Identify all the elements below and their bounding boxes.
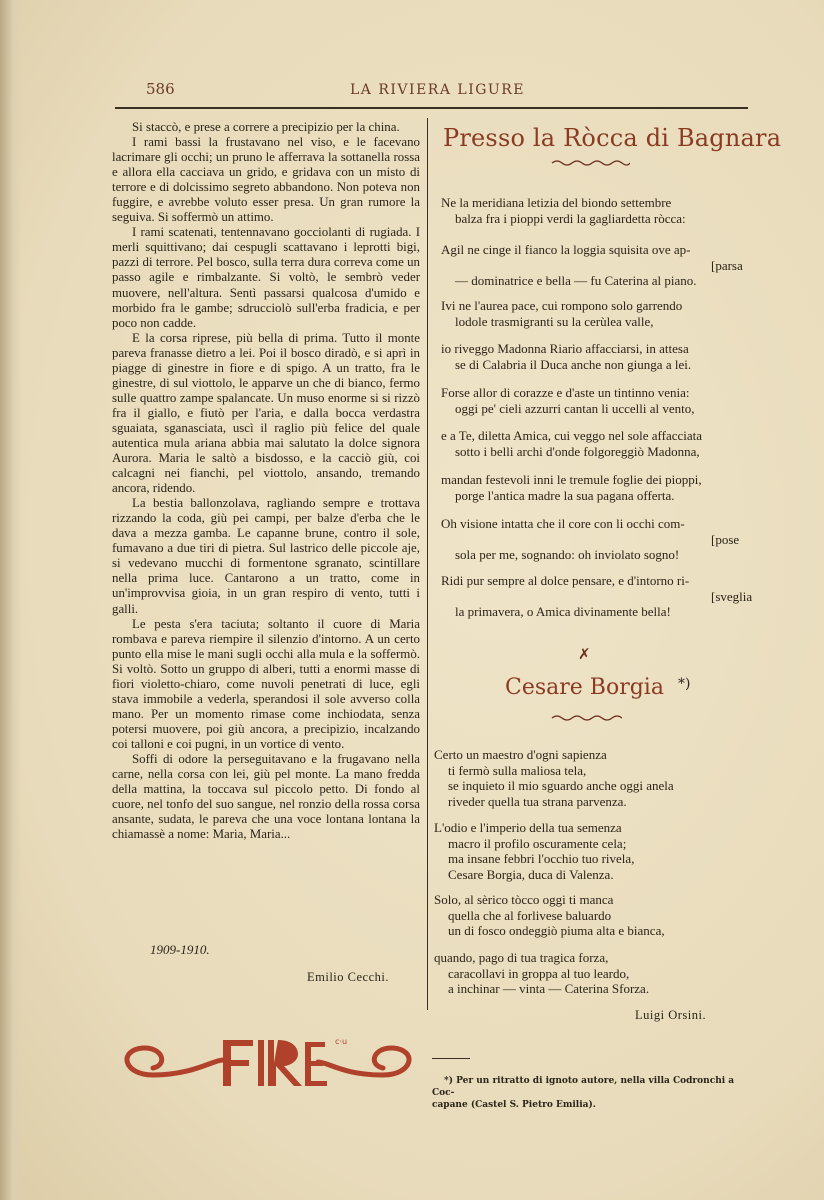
poem-line: L'odio e l'imperio della tua semenza: [434, 820, 622, 835]
poem-line: a inchinar — vinta — Caterina Sforza.: [448, 981, 650, 996]
poem-line: Certo un maestro d'ogni sapienza: [434, 747, 607, 762]
title-swash-ornament: [550, 713, 625, 723]
poem-line: [parsa: [711, 257, 743, 273]
poem-line: quando, pago di tua tragica forza,: [434, 950, 609, 965]
footnote: [432, 1075, 747, 1111]
footnote-line: capane (Castel S. Pietro Emilia).: [432, 1100, 596, 1110]
poem-line: macro il profilo oscuramente cela;: [448, 835, 627, 851]
poem-line: oggi pe' cieli azzurri cantan li uccelli al vento,: [455, 400, 695, 416]
poem-line: [sveglia: [711, 588, 753, 604]
poem-line: Ne la meridiana letizia del biondo settembre: [441, 195, 672, 210]
poem-line: e a Te, diletta Amica, cui veggo nel sole affacciata: [441, 428, 703, 443]
story-column: [112, 120, 420, 842]
poem-stanza: [441, 341, 691, 372]
poem-title: Cesare Borgia: [505, 675, 664, 700]
title-swash-ornament: [550, 158, 630, 168]
poem-line: se inquieto il mio sguardo anche oggi anela: [448, 778, 674, 793]
poem-line: Ivi ne l'aurea pace, cui rompono solo garrendo: [441, 298, 683, 313]
poem-stanza: [441, 516, 739, 563]
poem-line: [pose: [711, 531, 740, 547]
poem-line: ti fermò sulla maliosa tela,: [448, 762, 587, 778]
poem-line: Forse allor di corazze e d'aste un tintinno venia:: [441, 385, 690, 400]
poem-stanza: [441, 385, 694, 416]
poem-stanza: [434, 820, 634, 882]
story-date: 1909-1910.: [150, 942, 210, 957]
poem-line: balza fra i pioppi verdi la gagliardetta ròcca:: [455, 210, 686, 226]
poem-line: quella che al forlivese baluardo: [448, 907, 612, 923]
poem-line: caracollavi in groppa al tuo leardo,: [448, 965, 630, 981]
poem-line: se di Calabria il Duca anche non giunga a lei.: [455, 356, 692, 372]
poem-stanza: [441, 242, 743, 289]
poem-line: lodole trasmigranti su la cerùlea valle,: [455, 313, 654, 329]
poem-stanza: [441, 428, 702, 459]
poem-stanza: [441, 298, 682, 329]
poem-line: Oh visione intatta che il core con li occhi com-: [441, 516, 685, 531]
running-header: [0, 80, 824, 104]
poem-line: ma insane febbri l'occhio tuo rivela,: [448, 851, 635, 866]
poem-line: sola per me, sognando: oh inviolato sogno!: [455, 547, 680, 562]
poem-stanza: [441, 472, 702, 503]
footnote-marker: *): [678, 676, 691, 692]
header-rule: [115, 107, 748, 109]
poem-line: un di fosco ondeggiò piuma alta e bianca,: [448, 923, 665, 938]
poem-line: Ridi pur sempre al dolce pensare, e d'intorno ri-: [441, 573, 690, 588]
poem-stanza: [441, 195, 686, 226]
story-paragraph: I rami scatenati, tentennavano gocciolanti di rugiada. I merli squittivano; dai cespugli scattavano i leprotti bigi, pazzi di terrore. Pel bosco, sulla terra dura correva come un passo agile e rimbalzante. Si voltò, le sembrò veder muovere, nell'altura. Sentì passarsi qualcosa d'umido e morbido fra le gambe; sdrucciolò sull'erba fradicia, e per poco non cadde.: [112, 225, 420, 330]
poem-line: — dominatrice e bella — fu Caterina al piano.: [455, 273, 697, 288]
section-separator-mark: ✗: [578, 645, 591, 663]
footnote-line: *) Per un ritratto di ignoto autore, nella villa Codronchi a Coc-: [432, 1076, 735, 1098]
story-paragraph: Le pesta s'era taciuta; soltanto il cuore di Maria rombava e pareva riempire il silenzio d'intorno. A un certo punto ella mise le mani sugli occhi alla mula e la soffermò. Si voltò. Sotto un gruppo di alberi, tutti a enormi masse di fiori violetto-chiaro, come nuvoli penetrati di luce, egli stava immobile a vederla, sperandosi il sole avverso colla mano. Per un momento rimase come inchiodata, senza potersi muovere, poi giù ancora, a precipizio, incalzando coi talloni e coi pugni, in un vortice di vento.: [112, 616, 420, 751]
journal-title: LA RIVIERA LIGURE: [350, 82, 525, 98]
poem-line: riveder quella tua strana parvenza.: [448, 793, 627, 809]
story-paragraph: La bestia ballonzolava, ragliando sempre e trottava rizzando la coda, giù pei campi, per balze d'erba che le dava a mezza gamba. Le capanne brune, contro il sole, fumavano a due tiri di pietra. Sul lastrico delle piccole aje, si vedevano mucchi di formentone sgranato, scintillare nella prima luce. Cantarono a un tratto, come in un'improvvisa gioia, in un gran respiro di vento, tutti i galli.: [112, 496, 420, 616]
decorative-ornament: [113, 1020, 423, 1110]
page-number: 586: [146, 80, 175, 98]
poem-stanza: [434, 892, 665, 939]
poem-line: sotto i belli archi d'onde folgoreggiò Madonna,: [455, 443, 700, 459]
story-paragraph: Soffi di odore la perseguitavano e la frugavano nella carne, nella corsa con lei, giù pel monte. La mano fredda della mattina, la toccava sul piccolo petto. Di fondo al cuore, nel tonfo del suo sangue, nel ronzio della rossa corsa ansante, sudata, le pareva che una voce lontana lontana la chiamassè a nome: Maria, Maria...: [112, 751, 420, 842]
story-paragraph: Si staccò, e prese a correre a precipizio per la china.: [132, 120, 400, 134]
column-rule: [427, 118, 428, 1010]
poem-line: porge l'antica madre la sua pagana offerta.: [455, 487, 675, 503]
poem-line: Cesare Borgia, duca di Valenza.: [448, 866, 614, 882]
poem-stanza: [434, 950, 649, 997]
poem-stanza: [434, 747, 674, 809]
poem-line: Agil ne cinge il fianco la loggia squisita ove ap-: [441, 242, 691, 257]
poem-stanza: [441, 573, 752, 620]
story-author-signature: Emilio Cecchi.: [307, 970, 389, 984]
story-paragraph: E la corsa riprese, più bella di prima. Tutto il monte pareva franasse dietro a lei. Poi il bosco diradò, e si aprì in piagge di ginestre in fiore e di spigo. A un tratto, fra le ginestre, di sul viottolo, le apparve un che di bianco, fermo sulle quattro zampe spalancate. Un muso enorme si si rizzò fra il giallo, e fiutò per l'aria, e dalla bocca verdastra sguaiata, sganasciata, uscì il raglio più felice del quale autentica mula ariana abbia mai salutato la dolce signora Aurora. Maria le saltò a bisdosso, e la cacciò giù, coi calcagni nei fianchi, pel viottolo, ansando, tremando ancora, ridendo.: [112, 330, 420, 496]
poem-line: mandan festevoli inni le tremule foglie dei pioppi,: [441, 472, 702, 487]
poem-line: la primavera, o Amica divinamente bella!: [455, 604, 671, 619]
poem-line: Solo, al sèrico tòcco oggi ti manca: [434, 892, 614, 907]
story-paragraph: I rami bassi la frustavano nel viso, e le facevano lacrimare gli occhi; un pruno le afferrava la sottanella rossa e allora ella cacciava un grido, e gridava con un misto di terrore e di dolcissimo segreto abbandono. Non poteva non fuggire, e avrebbe voluto esser presa. Un gran rumore la seguiva. Si soffermò un attimo.: [112, 135, 420, 225]
poem-author-signature: Luigi Orsini.: [635, 1008, 707, 1022]
page-spine-shadow: [0, 0, 22, 1200]
svg-text:c·u: c·u: [335, 1037, 348, 1046]
poem-title: Presso la Ròcca di Bagnara: [443, 124, 782, 152]
poem-line: io riveggo Madonna Riario affacciarsi, in attesa: [441, 341, 689, 356]
footnote-rule: [432, 1058, 470, 1059]
